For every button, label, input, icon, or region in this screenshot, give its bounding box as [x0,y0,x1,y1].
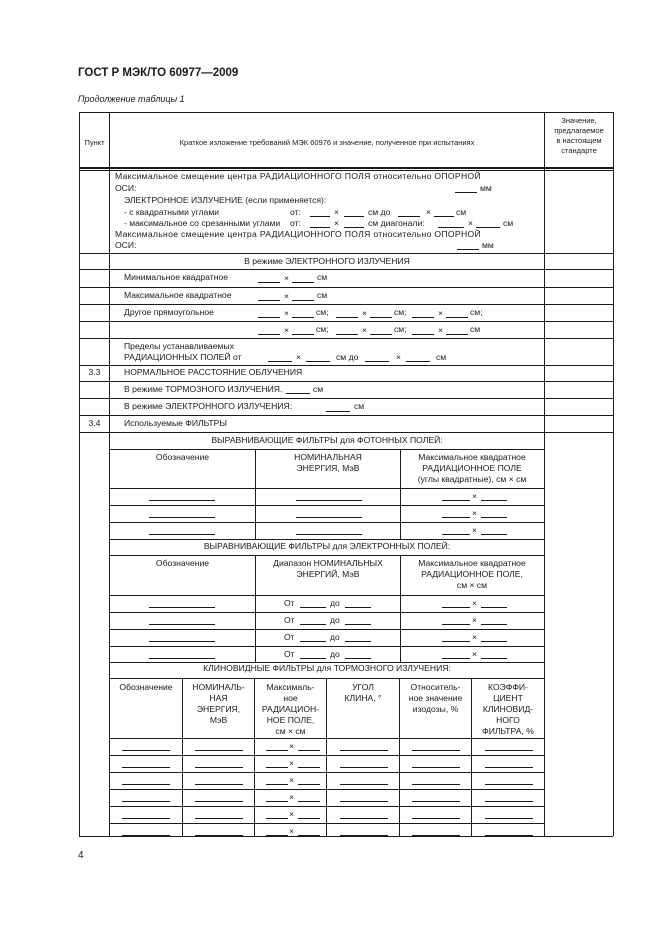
max-square-label: Максимальное квадратное [124,290,232,300]
electron-col-designation: Обозначение [155,558,210,568]
other-rectangular-label: Другое прямоугольное [124,307,214,317]
limits-label-1: Пределы устанавливаемых [124,341,234,351]
wedge-col-designation: Обозначение [119,682,173,692]
table-entry-text: × [472,598,478,608]
table-entry-text: до [330,649,340,659]
table-entry-text: × [289,826,295,836]
photon-col-energy: НОМИНАЛЬНАЯ ЭНЕРГИЯ, МэВ [294,452,362,473]
column-header-item: Пункт [84,138,105,147]
table-entry-text: × [472,508,478,518]
table-entry-text: От [284,598,295,608]
square-corners-label: - с квадратными углами [124,207,220,217]
table-entry-text: × [289,775,295,785]
max-offset-text-2: Максимальное смещение центра РАДИАЦИОННОГО ПОЛЯ относительно ОПОРНОЙ [115,229,481,239]
max-offset-axis-1: ОСИ: [115,183,137,193]
table-entry-text: до [330,598,340,608]
electron-radiation-label: ЭЛЕКТРОННОЕ ИЗЛУЧЕНИЕ (если применяется): [124,195,327,205]
electron-mode-heading: В режиме ЭЛЕКТРОННОГО ИЗЛУЧЕНИЯ [244,256,410,266]
column-header-value: Значение, предлагаемое в настоящем стандарте [554,116,604,155]
photon-col-designation: Обозначение [155,452,210,462]
table-entry-text: × [472,632,478,642]
wedge-col-energy: НОМИНАЛЬ- НАЯ ЭНЕРГИЯ, МэВ [192,682,245,725]
limits-label-2: РАДИАЦИОННЫХ ПОЛЕЙ от [124,352,242,362]
wedge-col-factor: КОЭФФИ- ЦИЕНТ КЛИНОВИД- НОГО ФИЛЬТРА, % [482,682,534,736]
wedge-col-isodose: Относитель- ное значение изодозы, % [408,682,463,714]
table-entry-text: От [284,632,295,642]
photon-col-field: Максимальное квадратное РАДИАЦИОННОЕ ПОЛЕ (углы квадратные), см × см [417,452,527,484]
table-continuation-label: Продолжение таблицы 1 [78,94,185,104]
table-entry-text: × [289,809,295,819]
max-offset-text-1: Максимальное смещение центра РАДИАЦИОННОГО ПОЛЯ относительно ОПОРНОЙ [115,171,481,181]
normal-distance-title: НОРМАЛЬНОЕ РАССТОЯНИЕ ОБЛУЧЕНИЯ [124,367,303,377]
brems-mode-label: В режиме ТОРМОЗНОГО ИЗЛУЧЕНИЯ. [124,384,283,394]
table-entry-text: × [472,615,478,625]
wedge-col-angle: УГОЛ КЛИНА, ° [344,682,382,703]
max-offset-axis-2: ОСИ: [115,240,137,250]
table-entry-text: × [472,491,478,501]
cut-corners-label: - максимальное со срезанными углами [124,218,281,228]
max-offset-unit-2: мм [482,240,494,250]
min-square-label: Минимальное квадратное [124,272,229,282]
table-entry-text: × [472,649,478,659]
document-title: ГОСТ Р МЭК/ТО 60977—2009 [78,67,239,79]
electron-mode-label: В режиме ЭЛЕКТРОННОГО ИЗЛУЧЕНИЯ: [124,401,293,411]
table-entry-text: × [289,792,295,802]
wedge-col-field: Максималь- ное РАДИАЦИОН- НОЕ ПОЛЕ, см × см [261,682,320,736]
page-number: 4 [78,850,84,861]
table-entry-text: От [284,649,295,659]
section-number-3-4: 3.4 [88,418,101,428]
electron-filters-heading: ВЫРАВНИВАЮЩИЕ ФИЛЬТРЫ для ЭЛЕКТРОННЫХ ПОЛЕЙ: [203,541,451,551]
table-entry-text: × [289,741,295,751]
table-entry-text: × [289,758,295,768]
table-entry-text: От [284,615,295,625]
electron-col-energy: Диапазон НОМИНАЛЬНЫХ ЭНЕРГИЙ, МэВ [273,558,383,579]
column-header-summary: Краткое изложение требований МЭК 60976 и значение, полученное при испытаниях [179,138,475,147]
max-offset-unit-1: мм [480,183,492,193]
table-entry-text: до [330,615,340,625]
table-entry-text: × [472,525,478,535]
section-number-3-3: 3.3 [88,367,101,377]
electron-col-field: Максимальное квадратное РАДИАЦИОННОЕ ПОЛЕ, см × см [418,558,526,590]
wedge-filters-heading: КЛИНОВИДНЫЕ ФИЛЬТРЫ для ТОРМОЗНОГО ИЗЛУЧЕНИЯ: [203,663,451,673]
table-entry-text: до [330,632,340,642]
photon-filters-heading: ВЫРАВНИВАЮЩИЕ ФИЛЬТРЫ для ФОТОННЫХ ПОЛЕЙ: [211,435,443,445]
filters-title: Используемые ФИЛЬТРЫ [124,418,228,428]
